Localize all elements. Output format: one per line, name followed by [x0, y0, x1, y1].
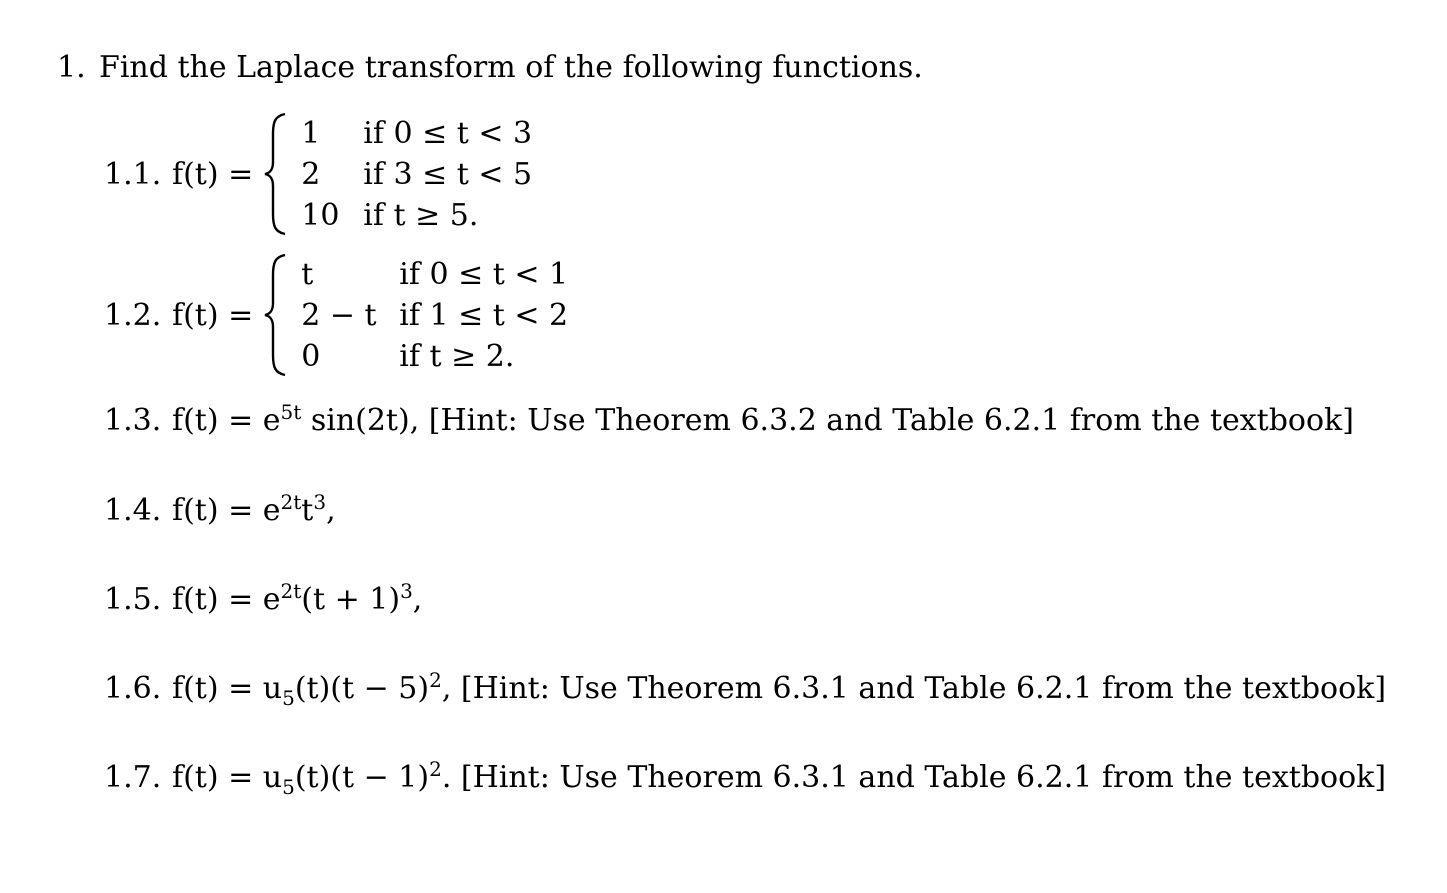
case-condition: if 1 ≤ t < 2 — [399, 297, 569, 333]
item-1-2 — [104, 253, 568, 377]
item-subscript: 5 — [282, 775, 295, 799]
item-expression-end: , — [326, 493, 336, 528]
problem-heading — [57, 50, 923, 85]
case-value: t — [301, 256, 314, 292]
item-number: 1.7. — [104, 760, 162, 795]
item-number: 1.1. — [104, 156, 162, 192]
item-1-7 — [104, 757, 1386, 799]
item-superscript: 3 — [313, 490, 327, 514]
item-expression-middle: t — [301, 493, 314, 528]
case-value: 2 — [301, 156, 321, 192]
item-1-4 — [104, 490, 336, 528]
item-expression-end: . [Hint: Use Theorem 6.3.1 and Table 6.2.1 from the textbook] — [441, 760, 1387, 795]
item-1-1 — [104, 112, 532, 236]
case-value: 10 — [301, 197, 340, 233]
item-number: 1.4. — [104, 493, 162, 528]
item-number: 1.5. — [104, 582, 162, 617]
item-expression-start: f(t) = e — [172, 403, 281, 438]
item-1-3 — [104, 400, 1354, 438]
item-expression-start: f(t) = e — [172, 493, 281, 528]
item-superscript: 2 — [429, 757, 442, 781]
case-condition: if 0 ≤ t < 1 — [399, 256, 569, 292]
case-value: 0 — [301, 338, 321, 374]
item-lhs: f(t) = — [172, 297, 254, 333]
left-brace — [263, 253, 293, 377]
case-condition: if t ≥ 2. — [399, 338, 515, 374]
item-number: 1.3. — [104, 403, 162, 438]
left-brace — [263, 112, 293, 236]
cases-table — [301, 113, 532, 236]
problem-number: 1. — [57, 50, 86, 85]
item-expression-middle: (t)(t − 1) — [294, 760, 430, 795]
case-value: 2 − t — [301, 297, 377, 333]
item-superscript: 5t — [280, 400, 302, 424]
case-condition: if t ≥ 5. — [363, 197, 479, 233]
case-condition: if 0 ≤ t < 3 — [363, 115, 533, 151]
problem-text: Find the Laplace transform of the following functions. — [99, 50, 923, 85]
cases-table — [301, 254, 568, 377]
item-expression-end: , — [412, 582, 423, 617]
case-condition: if 3 ≤ t < 5 — [363, 156, 533, 192]
item-expression-start: f(t) = e — [172, 582, 281, 617]
item-number: 1.2. — [104, 297, 162, 333]
item-1-5 — [104, 579, 422, 617]
item-superscript: 2 — [429, 668, 442, 692]
case-value: 1 — [301, 115, 321, 151]
item-subscript: 5 — [282, 686, 295, 710]
item-expression-middle: (t + 1) — [301, 582, 401, 617]
item-expression-middle: (t)(t − 5) — [294, 671, 430, 706]
item-superscript: 2t — [280, 579, 302, 603]
item-expression-end: , [Hint: Use Theorem 6.3.1 and Table 6.2.1 from the textbook] — [441, 671, 1387, 706]
item-expression-start: f(t) = u — [172, 760, 283, 795]
item-superscript: 3 — [400, 579, 413, 603]
item-number: 1.6. — [104, 671, 162, 706]
item-expression-end: sin(2t), [Hint: Use Theorem 6.3.2 and Table 6.2.1 from the textbook] — [301, 403, 1354, 438]
item-lhs: f(t) = — [172, 156, 254, 192]
item-expression-start: f(t) = u — [172, 671, 283, 706]
item-1-6 — [104, 668, 1386, 710]
item-superscript: 2t — [280, 490, 302, 514]
